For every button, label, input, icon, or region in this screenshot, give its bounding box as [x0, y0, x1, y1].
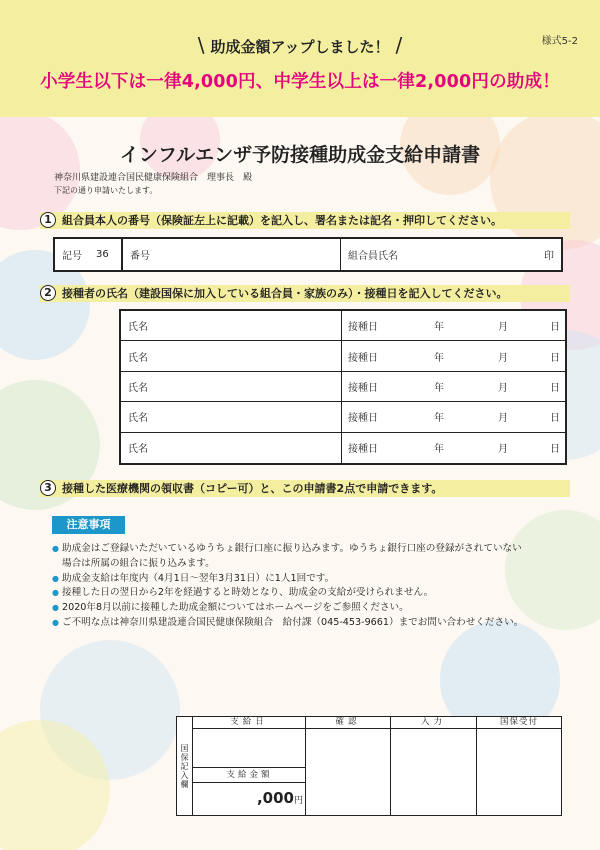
table-row — [121, 372, 565, 402]
office-use-box — [176, 716, 562, 816]
list-item — [52, 616, 582, 631]
addressee: 神奈川県建設連合国民健康保険組合 理事長 殿 — [54, 173, 253, 183]
day-label: 日 — [550, 382, 560, 394]
month-label: 月 — [498, 382, 508, 394]
name-label: 氏名 — [128, 444, 148, 456]
receipt-field[interactable] — [477, 729, 561, 815]
day-label: 日 — [550, 352, 560, 364]
name-label: 氏名 — [128, 413, 148, 425]
date-label: 接種日 — [348, 444, 378, 456]
amount-value: ,000 — [256, 789, 294, 807]
name-label: 氏名 — [128, 382, 148, 394]
top-banner — [0, 0, 600, 117]
date-label: 接種日 — [348, 352, 378, 364]
note-text: 場合は所属の組合に振り込みます。 — [62, 557, 215, 569]
slash-decoration: / — [395, 33, 403, 57]
step-number: 1 — [40, 212, 56, 228]
list-item — [52, 542, 582, 572]
notes-heading: 注意事項 — [52, 516, 125, 534]
entry-header: 入力 — [391, 717, 477, 729]
year-label: 年 — [434, 382, 444, 394]
vaccination-date-field[interactable] — [342, 433, 565, 463]
yen-label: 円 — [293, 796, 303, 806]
member-number-field[interactable] — [123, 239, 341, 270]
confirm-header: 確認 — [306, 717, 391, 729]
name-label: 氏名 — [128, 322, 148, 334]
day-label: 日 — [550, 322, 560, 334]
recipient-name-field[interactable] — [121, 402, 342, 431]
decor-bubble — [490, 110, 600, 250]
year-label: 年 — [434, 352, 444, 364]
receipt-header: 国保受付 — [477, 717, 561, 729]
member-name-label: 組合員氏名 — [348, 251, 398, 262]
entry-field[interactable] — [391, 729, 477, 815]
list-item — [52, 601, 582, 616]
note-text: ご不明な点は神奈川県建設連合国民健康保険組合 給付課（045-453-9661）までお問い合わせください。 — [62, 616, 524, 628]
vaccination-date-field[interactable] — [342, 341, 565, 370]
seal-label: 印 — [544, 251, 554, 262]
step-1 — [40, 212, 570, 229]
recipient-name-field[interactable] — [121, 372, 342, 401]
form-number: 様式5-2 — [541, 36, 578, 47]
step-number: 3 — [40, 480, 56, 496]
vaccination-date-field[interactable] — [342, 311, 565, 340]
symbol-label: 記号 — [62, 251, 82, 262]
note-text: 接種した日の翌日から2年を経過すると時効となり、助成金の支給が受けられません。 — [62, 587, 434, 599]
year-label: 年 — [434, 413, 444, 425]
table-row — [121, 341, 565, 371]
date-label: 接種日 — [348, 413, 378, 425]
payment-date-header: 支給日 — [193, 717, 306, 729]
confirm-field[interactable] — [306, 729, 391, 815]
note-text: 助成金はご登録いただいているゆうちょ銀行口座に振り込みます。ゆうちょ銀行口座の登録がされていない — [62, 543, 522, 554]
year-label: 年 — [434, 444, 444, 456]
table-row — [121, 402, 565, 432]
date-label: 接種日 — [348, 382, 378, 394]
note-text: 2020年8月以前に接種した助成金額についてはホームページをご参照ください。 — [62, 602, 409, 614]
slash-decoration: \ — [197, 33, 205, 57]
date-label: 接種日 — [348, 322, 378, 334]
request-note: 下記の通り申請いたします。 — [54, 186, 158, 195]
symbol-cell — [55, 239, 123, 270]
banner-subheadline: 小学生以下は一律4,000円、中学生以上は一律2,000円の助成！ — [40, 72, 560, 92]
month-label: 月 — [498, 322, 508, 334]
payment-amount-field[interactable] — [193, 789, 303, 807]
day-label: 日 — [550, 413, 560, 425]
step-text: 組合員本人の番号（保険証左上に記載）を記入し、署名または記名・押印してください。 — [62, 214, 502, 227]
office-side-label: 国保記入欄 — [177, 717, 193, 815]
step-number: 2 — [40, 285, 56, 301]
list-item — [52, 586, 582, 601]
recipient-name-field[interactable] — [121, 311, 342, 340]
symbol-value: 36 — [96, 249, 109, 260]
year-label: 年 — [434, 322, 444, 334]
month-label: 月 — [498, 413, 508, 425]
month-label: 月 — [498, 444, 508, 456]
member-name-field[interactable] — [341, 239, 561, 270]
banner-headline-text: 助成金額アップしました！ — [210, 38, 390, 56]
recipient-name-field[interactable] — [121, 341, 342, 370]
table-row — [121, 433, 565, 463]
recipient-name-field[interactable] — [121, 433, 342, 463]
notes-list — [52, 542, 582, 631]
table-row — [121, 311, 565, 341]
day-label: 日 — [550, 444, 560, 456]
vaccination-date-field[interactable] — [342, 372, 565, 401]
page-title: インフルエンザ予防接種助成金支給申請書 — [119, 144, 481, 166]
note-text: 助成金支給は年度内（4月1日～翌年3月31日）に1人1回です。 — [62, 572, 335, 584]
step-text: 接種した医療機関の領収書（コピー可）と、この申請書2点で申請できます。 — [62, 482, 443, 495]
banner-headline — [0, 33, 600, 57]
list-item — [52, 572, 582, 587]
step-2 — [40, 285, 570, 302]
vaccination-date-field[interactable] — [342, 402, 565, 431]
step-3 — [40, 480, 570, 497]
member-table — [53, 237, 563, 272]
name-label: 氏名 — [128, 352, 148, 364]
month-label: 月 — [498, 352, 508, 364]
number-label: 番号 — [130, 251, 150, 262]
vaccination-table — [119, 309, 567, 465]
payment-amount-label: 支給金額 — [193, 767, 306, 783]
step-text: 接種者の氏名（建設国保に加入している組合員・家族のみ）・接種日を記入してください。 — [62, 287, 508, 300]
